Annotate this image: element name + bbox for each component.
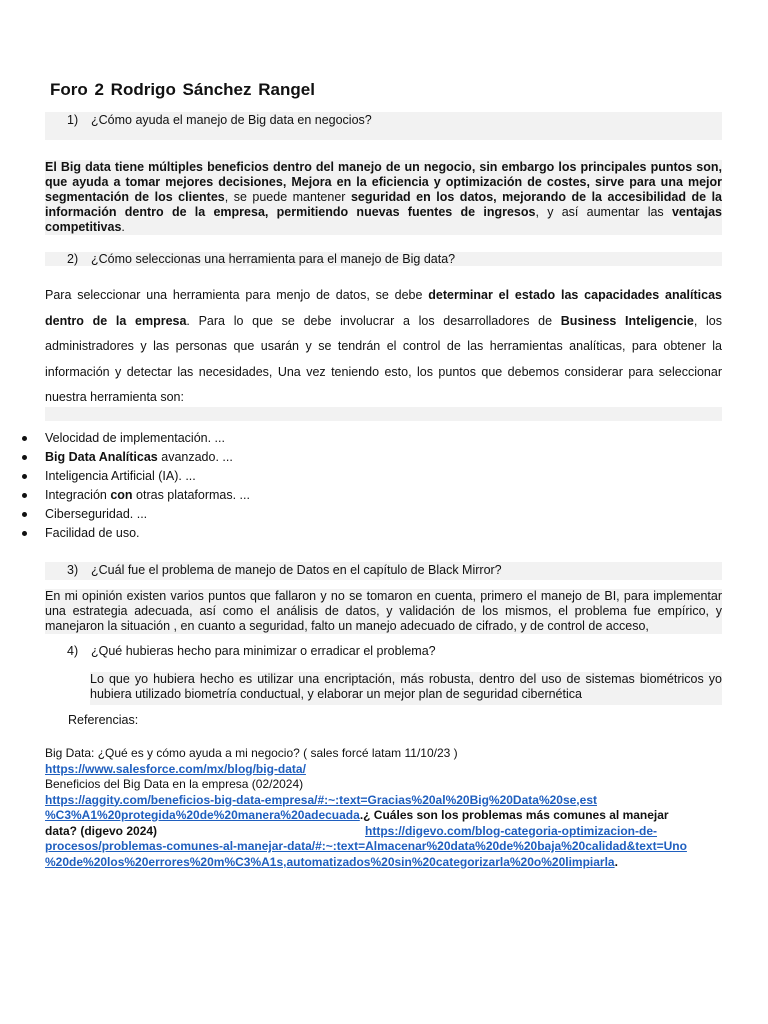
list-item-text: Inteligencia Artificial (IA). ... xyxy=(45,469,196,483)
question-4-text: ¿Qué hubieras hecho para minimizar o erradicar el problema? xyxy=(91,644,436,658)
list-item-text: Facilidad de uso. xyxy=(45,526,140,540)
shaded-band xyxy=(45,407,722,421)
question-4-number: 4) xyxy=(67,644,79,658)
bullet-icon xyxy=(22,512,27,517)
question-2 xyxy=(45,252,722,266)
list-item xyxy=(0,486,250,505)
list-item-text: otras plataformas. ... xyxy=(132,488,250,502)
reference-2-link[interactable]: https://aggity.com/beneficios-big-data-empresa/#:~:text=Gracias%20al%20Big%20Data%20se,est xyxy=(45,792,597,807)
reference-3-link-cont[interactable]: %20de%20los%20errores%20m%C3%A1s,automatizados%20sin%20categorizarla%20o%20limpiarla xyxy=(45,854,615,869)
question-1 xyxy=(45,112,722,140)
list-item-text: Integración xyxy=(45,488,111,502)
references-list xyxy=(45,746,725,870)
answer-1-part: , y así aumentar las xyxy=(535,205,672,219)
list-item xyxy=(0,467,250,486)
reference-1-link[interactable]: https://www.salesforce.com/mx/blog/big-data/ xyxy=(45,761,306,776)
answer-4: Lo que yo hubiera hecho es utilizar una encriptación, más robusta, dentro del uso de sistemas biométricos yo hubiera utilizado biometría conductual, y elaborar un mejor plan de seguridad cibernética xyxy=(90,672,722,705)
question-3 xyxy=(45,562,722,580)
references-heading: Referencias: xyxy=(68,713,139,727)
bullet-icon xyxy=(22,436,27,441)
question-3-number: 3) xyxy=(67,563,79,577)
answer-2-part: Para seleccionar una herramienta para menjo de datos, se debe xyxy=(45,288,429,302)
answer-2-part: determinar el estado las capacidades analíticas dentro de la empresa xyxy=(45,288,722,328)
document-title: Foro 2 Rodrigo Sánchez Rangel xyxy=(50,80,315,99)
reference-1-text: Big Data: ¿Qué es y cómo ayuda a mi negocio? ( sales forcé latam 11/10/23 ) xyxy=(45,746,458,760)
list-item xyxy=(0,429,250,448)
answer-1-part: ventajas competitivas xyxy=(45,205,722,234)
question-2-text: ¿Cómo seleccionas una herramienta para el manejo de Big data? xyxy=(91,252,456,266)
answer-3: En mi opinión existen varios puntos que fallaron y no se tomaron en cuenta, primero el manejo de BI, para implementar una estrategia adecuada, así como el análisis de datos, y validación de los mismos, el problema fue empírico, y manejaron la situación , en cuanto a seguridad, falto un manejo adecuado de cifrado, y de control de acceso, xyxy=(45,589,722,633)
bullet-icon xyxy=(22,493,27,498)
list-item xyxy=(0,448,250,467)
list-item xyxy=(0,505,250,524)
bullet-icon xyxy=(22,455,27,460)
answer-2-part: , los administradores y las personas que usarán y se tendrán el control de las herramientas analíticas, para obtener la información y detectar las necesidades, Una vez teniendo esto, los puntos que debemos considerar para seleccionar nuestra herramienta son: xyxy=(45,313,722,404)
question-1-text: ¿Cómo ayuda el manejo de Big data en negocios? xyxy=(91,113,372,127)
reference-3-text: .¿ Cuáles son los problemas más comunes al manejar xyxy=(359,808,669,822)
reference-3-link[interactable]: https://digevo.com/blog-categoria-optimizacion-de- xyxy=(365,823,658,838)
answer-1-part: , se puede mantener xyxy=(224,190,351,204)
question-1-number: 1) xyxy=(67,113,79,127)
answer-1-part: seguridad en los datos, mejorando de la accesibilidad de la información dentro de la empresa, permitiendo n xyxy=(45,190,723,219)
answer-1 xyxy=(45,160,722,235)
list-item-text: Velocidad de implementación. ... xyxy=(45,431,225,445)
answer-2 xyxy=(45,283,722,411)
question-2-number: 2) xyxy=(67,252,79,266)
reference-3-end: . xyxy=(614,854,618,869)
reference-3-text-cont: data? (digevo 2024) xyxy=(45,823,158,838)
answer-2-part: . Para lo que se debe involucrar a los desarrolladores de xyxy=(186,313,561,328)
reference-2-link-cont[interactable]: %C3%A1%20protegida%20de%20manera%20adecuada xyxy=(45,808,360,822)
list-item-text: con xyxy=(110,488,133,502)
answer-1-part: uevas fuentes de ingresos xyxy=(364,205,536,219)
list-item-text: avanzado. ... xyxy=(157,450,233,464)
answer-1-part: . xyxy=(121,220,125,234)
bullet-icon xyxy=(22,531,27,536)
answer-1-part: El Big data tiene múltiples beneficios dentro del manejo de un negocio, sin embargo los principales puntos son, que ayuda a tomar mejores decisiones, Mejora en la eficiencia y optimización de costes, sirve para una mejor segmentación de los clientes xyxy=(45,160,722,204)
list-item-text: Ciberseguridad. ... xyxy=(45,507,148,521)
reference-2-text: Beneficios del Big Data en la empresa (02/2024) xyxy=(45,777,304,791)
answer-2-part: Business Inteligencie xyxy=(560,313,694,328)
bullet-icon xyxy=(22,474,27,479)
question-4 xyxy=(45,643,722,661)
list-item-text: Big Data Analíticas xyxy=(45,450,158,464)
tool-criteria-list xyxy=(0,429,250,543)
reference-3-link-cont[interactable]: procesos/problemas-comunes-al-manejar-data/#:~:text=Almacenar%20data%20de%20baja%20calidad&text=Uno xyxy=(45,839,687,853)
question-3-text: ¿Cuál fue el problema de manejo de Datos en el capítulo de Black Mirror? xyxy=(91,563,502,577)
list-item xyxy=(0,524,250,543)
